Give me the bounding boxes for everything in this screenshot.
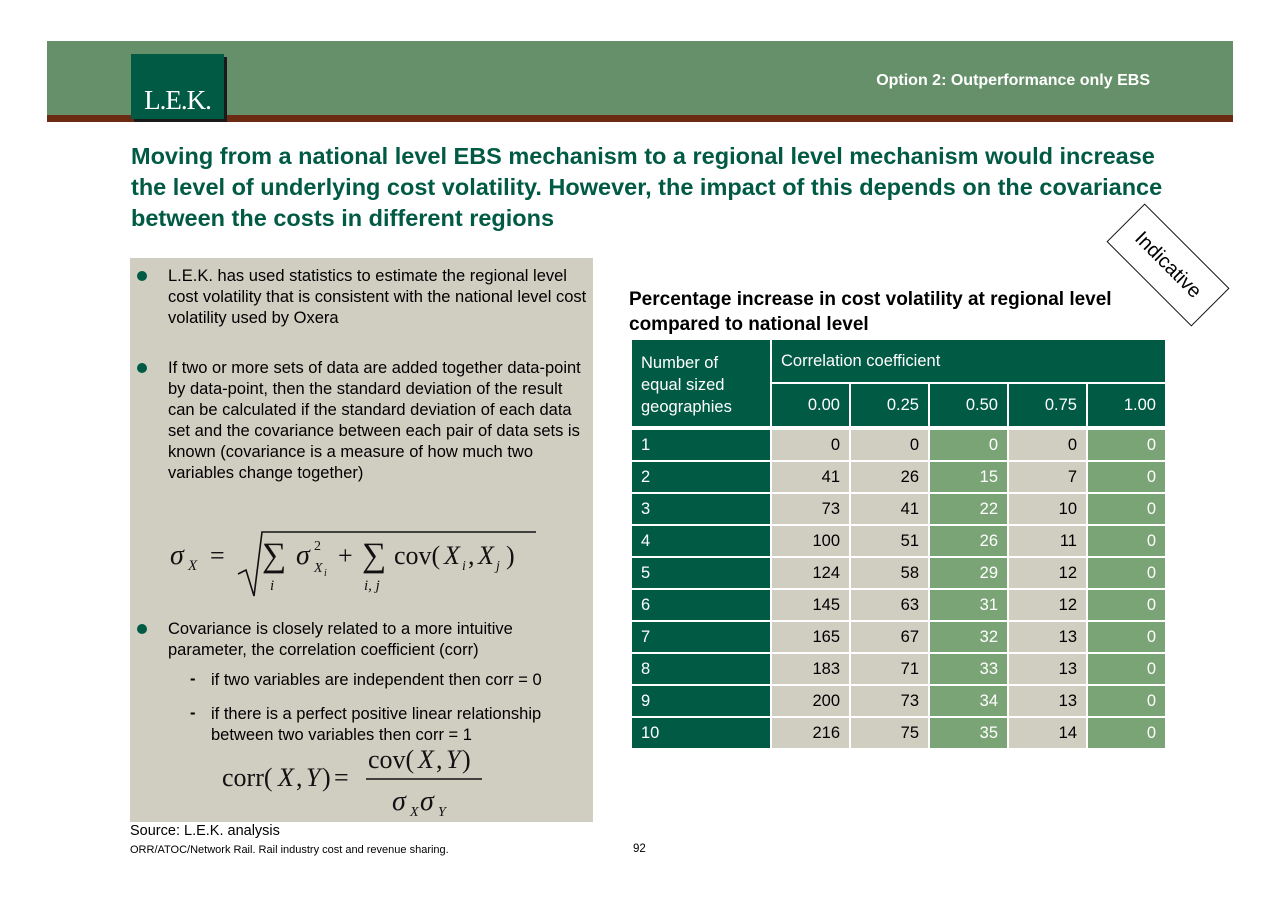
table-row bbox=[631, 685, 1166, 717]
svg-text:i: i bbox=[324, 568, 327, 579]
svg-text:+: + bbox=[338, 541, 353, 570]
sub-bullet-text: if there is a perfect positive linear relationship between two variables then corr = 1 bbox=[211, 705, 542, 744]
table-cell: 13 bbox=[1008, 653, 1087, 685]
svg-text:cov(: cov( bbox=[394, 541, 441, 570]
row-label: 5 bbox=[631, 557, 771, 589]
table-cell: 26 bbox=[850, 461, 929, 493]
table-cell: 22 bbox=[929, 493, 1008, 525]
svg-text:Y: Y bbox=[438, 805, 446, 820]
column-header: 0.25 bbox=[850, 383, 929, 428]
bullet-dot-icon bbox=[137, 271, 147, 281]
std-dev-formula bbox=[166, 524, 586, 604]
table-cell: 41 bbox=[771, 461, 850, 493]
table-cell: 0 bbox=[1087, 685, 1166, 717]
table-cell: 51 bbox=[850, 525, 929, 557]
table-cell: 15 bbox=[929, 461, 1008, 493]
bullet-text: L.E.K. has used statistics to estimate the regional level cost volatility that is consistent with the national level cost volatility used by Oxera bbox=[168, 267, 587, 327]
table-cell: 32 bbox=[929, 621, 1008, 653]
lek-logo bbox=[131, 54, 224, 119]
table-cell: 0 bbox=[1087, 717, 1166, 749]
table-cell: 124 bbox=[771, 557, 850, 589]
table-cell: 0 bbox=[850, 428, 929, 461]
table-cell: 58 bbox=[850, 557, 929, 589]
table-cell: 26 bbox=[929, 525, 1008, 557]
table-cell: 33 bbox=[929, 653, 1008, 685]
column-header: 1.00 bbox=[1087, 383, 1166, 428]
table-cell: 31 bbox=[929, 589, 1008, 621]
correlation-formula bbox=[218, 742, 498, 820]
row-label: 10 bbox=[631, 717, 771, 749]
table-row bbox=[631, 717, 1166, 749]
bullet-statistics bbox=[168, 266, 588, 329]
svg-text:i, j: i, j bbox=[364, 578, 380, 594]
svg-text:,: , bbox=[296, 763, 303, 792]
svg-text:X: X bbox=[410, 805, 419, 820]
indicative-stamp: Indicative bbox=[1106, 203, 1229, 326]
table-cell: 165 bbox=[771, 621, 850, 653]
bullet-text: If two or more sets of data are added together data-point by data-point, then the standard deviation of the result can be calculated if the standard deviation of each data set and the covariance between each pair of data sets is known (covariance is a measure of how much two variables change together) bbox=[168, 359, 581, 482]
svg-text:∑: ∑ bbox=[362, 537, 387, 574]
table-cell: 34 bbox=[929, 685, 1008, 717]
table-cell: 35 bbox=[929, 717, 1008, 749]
source-note: Source: L.E.K. analysis bbox=[130, 823, 280, 839]
svg-text:σ: σ bbox=[392, 786, 406, 817]
table-cell: 29 bbox=[929, 557, 1008, 589]
table-cell: 73 bbox=[771, 493, 850, 525]
table-row bbox=[631, 557, 1166, 589]
table-cell: 0 bbox=[1087, 621, 1166, 653]
row-label: 8 bbox=[631, 653, 771, 685]
table-cell: 0 bbox=[1087, 589, 1166, 621]
row-label: 7 bbox=[631, 621, 771, 653]
sub-bullet-text: if two variables are independent then corr = 0 bbox=[211, 671, 542, 689]
svg-text:): ) bbox=[506, 541, 515, 570]
row-label: 6 bbox=[631, 589, 771, 621]
option-label: Option 2: Outperformance only EBS bbox=[876, 72, 1150, 89]
table-cell: 67 bbox=[850, 621, 929, 653]
table-cell: 216 bbox=[771, 717, 850, 749]
svg-text:j: j bbox=[496, 559, 500, 574]
table-cell: 0 bbox=[1087, 653, 1166, 685]
table-cell: 0 bbox=[1087, 525, 1166, 557]
svg-text:i: i bbox=[462, 559, 466, 574]
row-label: 4 bbox=[631, 525, 771, 557]
table-cell: 100 bbox=[771, 525, 850, 557]
svg-text:corr(: corr( bbox=[222, 763, 273, 792]
page-number: 92 bbox=[633, 843, 646, 855]
column-group-header: Correlation coefficient bbox=[771, 339, 1166, 383]
svg-text:∑: ∑ bbox=[262, 537, 287, 574]
table-row bbox=[631, 525, 1166, 557]
table-row bbox=[631, 493, 1166, 525]
svg-text:X: X bbox=[314, 561, 323, 576]
svg-text:=: = bbox=[334, 763, 349, 792]
table-cell: 12 bbox=[1008, 589, 1087, 621]
table-cell: 41 bbox=[850, 493, 929, 525]
row-label: 1 bbox=[631, 428, 771, 461]
footer-text: ORR/ATOC/Network Rail. Rail industry cost and revenue sharing. bbox=[130, 844, 449, 856]
svg-text:2: 2 bbox=[314, 539, 321, 554]
header-rule bbox=[47, 115, 1233, 122]
svg-text:Y: Y bbox=[446, 745, 461, 774]
bullet-dot-icon bbox=[137, 624, 147, 634]
bullet-covariance bbox=[168, 619, 588, 661]
svg-text:): ) bbox=[322, 763, 331, 792]
svg-text:X: X bbox=[188, 558, 198, 574]
table-cell: 0 bbox=[929, 428, 1008, 461]
page-title: Moving from a national level EBS mechanism to a regional level mechanism would increase the level of underlying cost volatility. However, the impact of this depends on the covariance between the costs in different regions bbox=[131, 143, 1163, 231]
row-label: 2 bbox=[631, 461, 771, 493]
table-cell: 12 bbox=[1008, 557, 1087, 589]
svg-text:,: , bbox=[468, 541, 475, 570]
table-cell: 63 bbox=[850, 589, 929, 621]
table-cell: 0 bbox=[1008, 428, 1087, 461]
bullet-text: Covariance is closely related to a more intuitive parameter, the correlation coefficient (corr) bbox=[168, 620, 513, 659]
svg-text:cov(: cov( bbox=[368, 745, 415, 774]
table-cell: 0 bbox=[1087, 493, 1166, 525]
table-cell: 13 bbox=[1008, 685, 1087, 717]
table-cell: 75 bbox=[850, 717, 929, 749]
table-cell: 13 bbox=[1008, 621, 1087, 653]
column-header: 0.00 bbox=[771, 383, 850, 428]
svg-text:σ: σ bbox=[296, 540, 310, 571]
sub-bullet-independent: - if two variables are independent then corr = 0 bbox=[190, 670, 542, 689]
svg-text:i: i bbox=[270, 578, 275, 594]
logo-text: L.E.K. bbox=[144, 85, 211, 115]
column-header: 0.50 bbox=[929, 383, 1008, 428]
table-cell: 0 bbox=[1087, 461, 1166, 493]
svg-text:X: X bbox=[278, 763, 294, 792]
table-cell: 145 bbox=[771, 589, 850, 621]
bullet-dot-icon bbox=[137, 363, 147, 373]
row-label: 3 bbox=[631, 493, 771, 525]
volatility-table bbox=[630, 338, 1167, 750]
table-row bbox=[631, 621, 1166, 653]
table-cell: 0 bbox=[771, 428, 850, 461]
table-title: Percentage increase in cost volatility at regional level compared to national level bbox=[629, 289, 1112, 335]
table-cell: 10 bbox=[1008, 493, 1087, 525]
table-cell: 11 bbox=[1008, 525, 1087, 557]
table-row bbox=[631, 653, 1166, 685]
svg-text:σ: σ bbox=[170, 540, 184, 571]
svg-text:X: X bbox=[478, 541, 494, 570]
table-row bbox=[631, 589, 1166, 621]
svg-text:Y: Y bbox=[306, 763, 321, 792]
svg-text:X: X bbox=[444, 541, 460, 570]
explanation-panel bbox=[130, 258, 593, 822]
table-cell: 71 bbox=[850, 653, 929, 685]
table-header-row bbox=[631, 339, 1166, 383]
bullet-std-dev bbox=[168, 358, 588, 484]
column-header: 0.75 bbox=[1008, 383, 1087, 428]
table-cell: 14 bbox=[1008, 717, 1087, 749]
table-row bbox=[631, 461, 1166, 493]
table-cell: 0 bbox=[1087, 557, 1166, 589]
sub-bullet-perfect: - if there is a perfect positive linear relationship between two variables then corr = 1 bbox=[190, 704, 542, 744]
row-header-cell: Number of equal sized geographies bbox=[631, 339, 771, 428]
table-cell: 183 bbox=[771, 653, 850, 685]
table-cell: 7 bbox=[1008, 461, 1087, 493]
table-cell: 73 bbox=[850, 685, 929, 717]
svg-text:X: X bbox=[418, 745, 434, 774]
table-cell: 200 bbox=[771, 685, 850, 717]
svg-text:): ) bbox=[462, 745, 471, 774]
table-cell: 0 bbox=[1087, 428, 1166, 461]
row-label: 9 bbox=[631, 685, 771, 717]
svg-text:=: = bbox=[210, 541, 225, 570]
table-row bbox=[631, 428, 1166, 461]
svg-text:σ: σ bbox=[420, 786, 434, 817]
svg-text:,: , bbox=[436, 745, 443, 774]
